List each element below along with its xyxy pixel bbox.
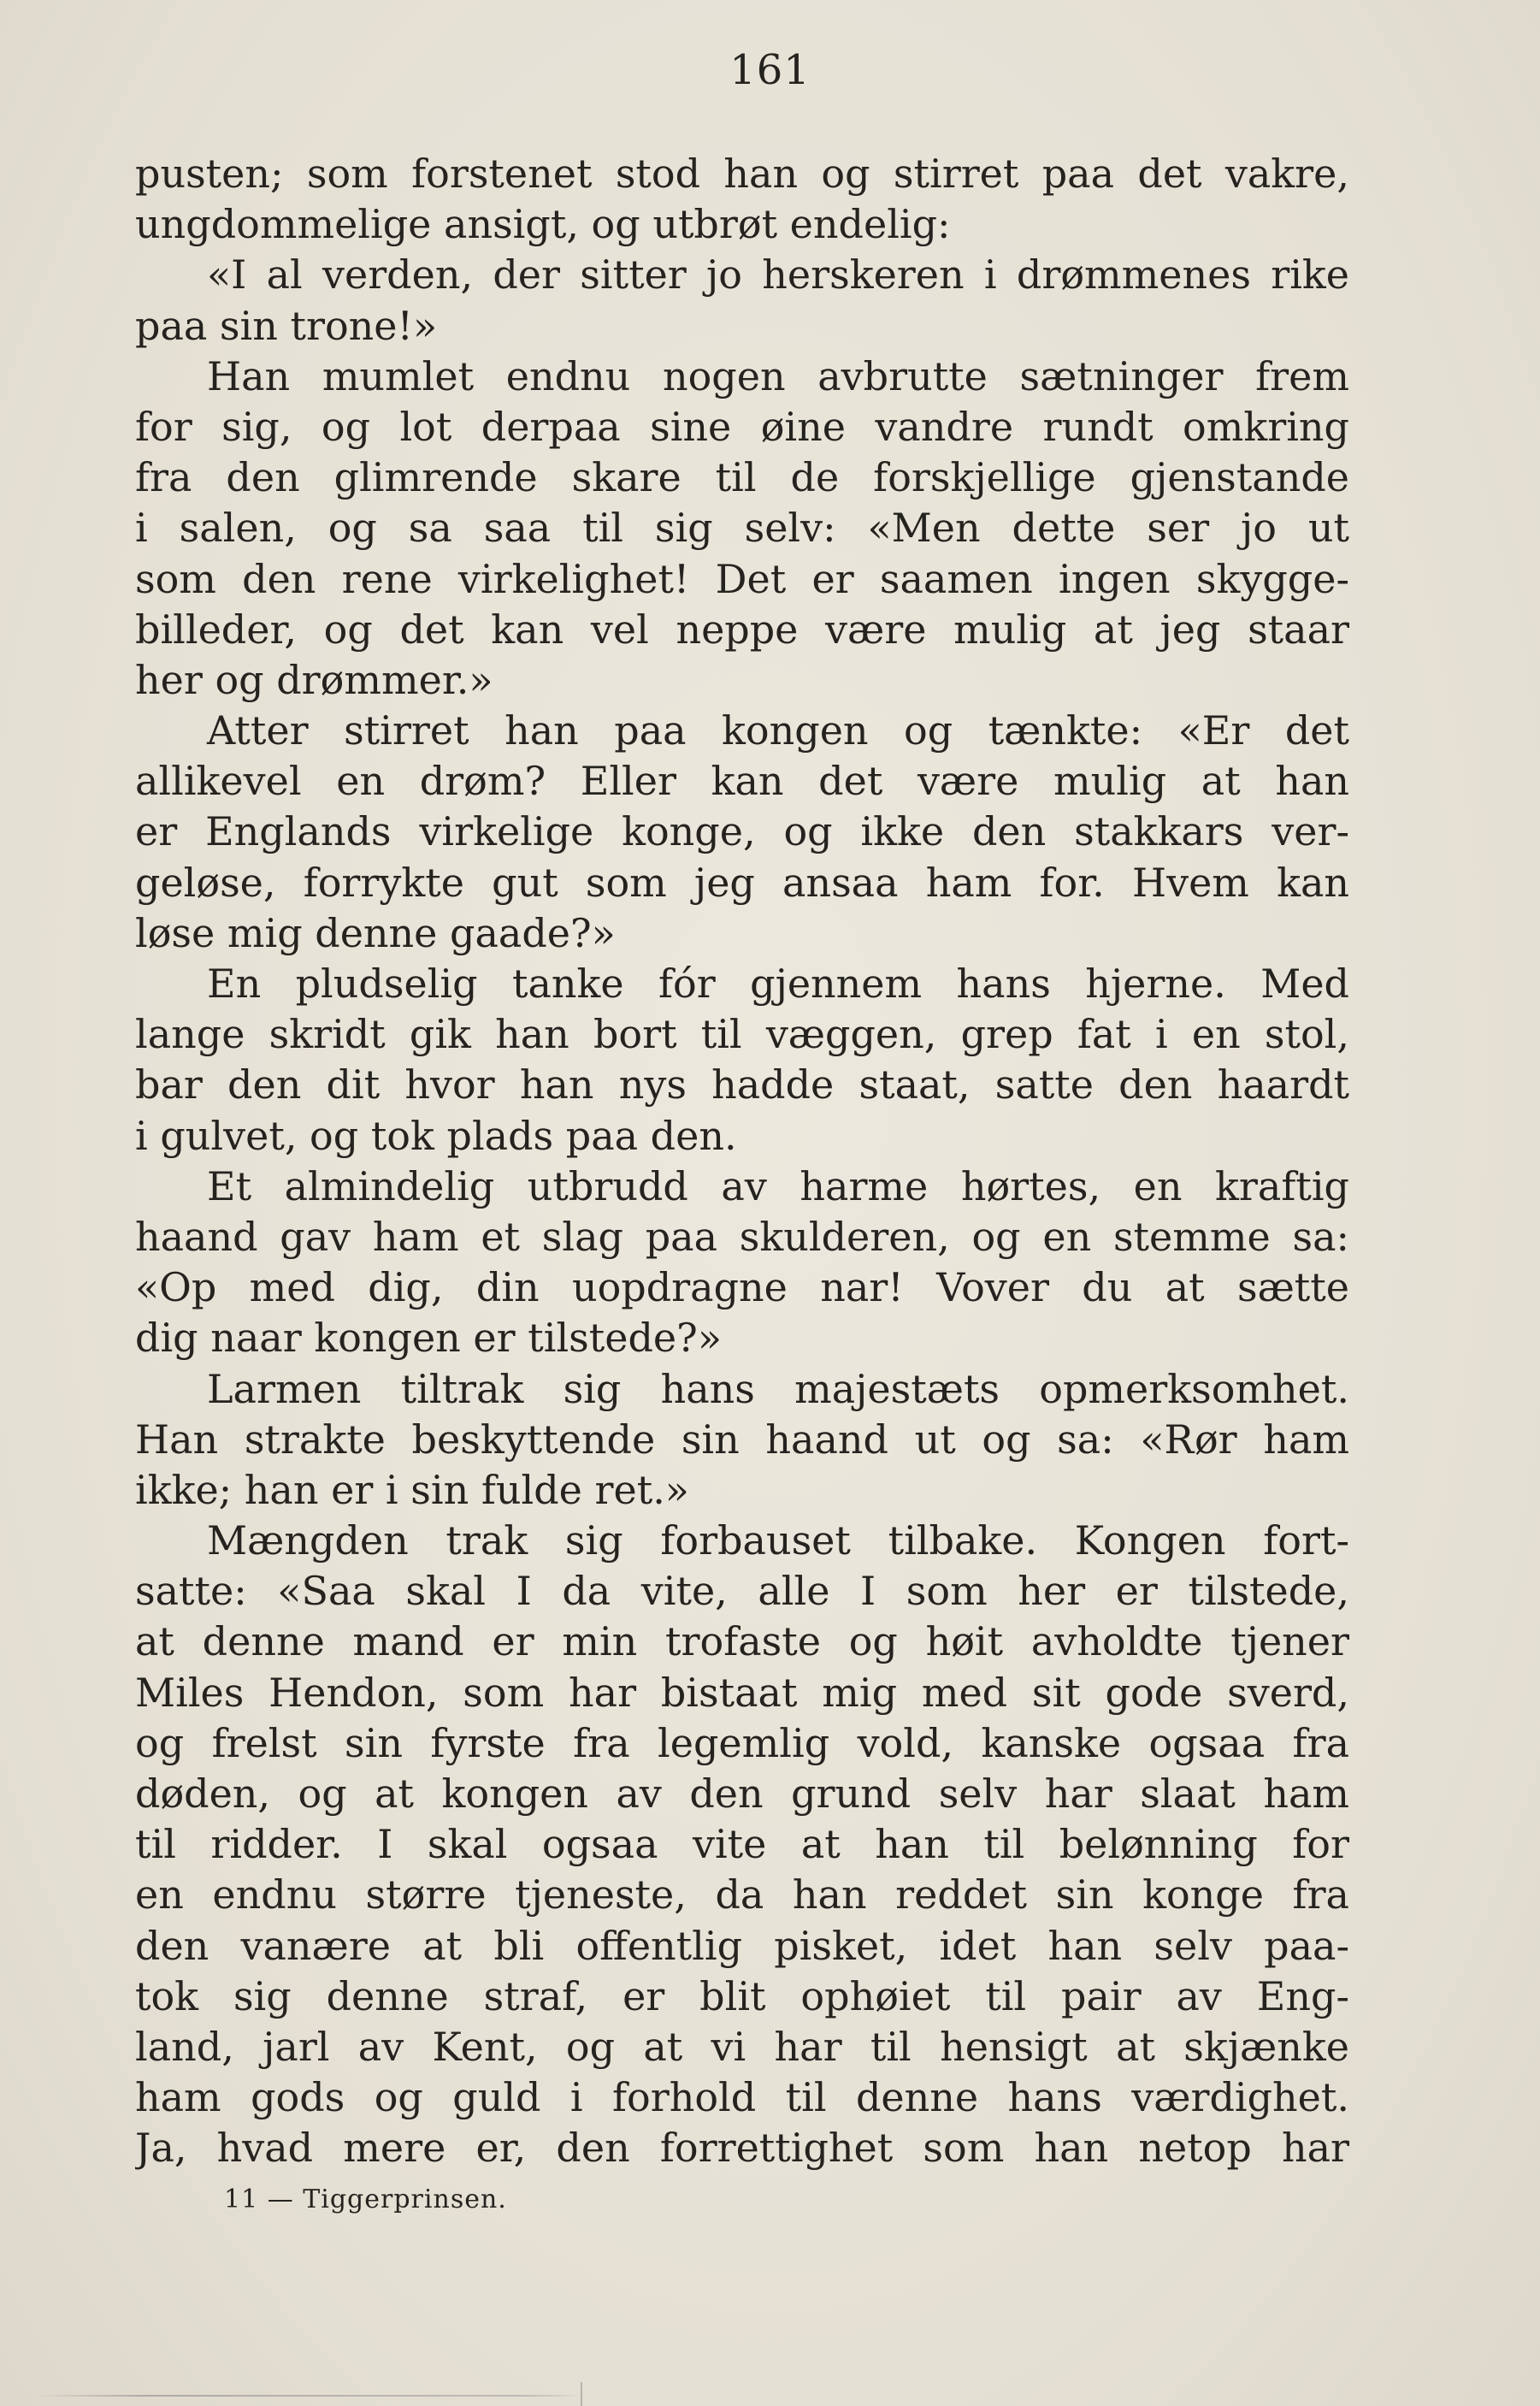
text-line: ham gods og guld i forhold til denne hans værdighet. (135, 2074, 1349, 2121)
text-line: paa sin trone!» (135, 302, 438, 349)
text-line: den vanære at bli offentlig pisket, idet han selv paa- (135, 1922, 1349, 1969)
text-line: ungdommelige ansigt, og utbrøt endelig: (135, 201, 951, 248)
text-line: som den rene virkelighet! Det er saamen ingen skygge- (135, 555, 1349, 602)
text-line: Miles Hendon, som har bistaat mig med sit gode sverd, (135, 1669, 1349, 1716)
text-line: er Englands virkelige konge, og ikke den stakkars ver- (135, 808, 1349, 855)
text-line: dig naar kongen er tilstede?» (135, 1315, 722, 1362)
text-line: ikke; han er i sin fulde ret.» (135, 1466, 689, 1513)
text-line: Et almindelig utbrudd av harme hørtes, en kraftig (207, 1162, 1349, 1209)
text-line: fra den glimrende skare til de forskjellige gjenstande (135, 454, 1349, 501)
text-line: land, jarl av Kent, og at vi har til hensigt at skjænke (135, 2023, 1349, 2070)
text-line: «I al verden, der sitter jo herskeren i drømmenes rike (207, 251, 1349, 299)
page-edge-mark (581, 2382, 582, 2406)
text-line: «Op med dig, din uopdragne nar! Vover du at sætte (135, 1264, 1349, 1311)
text-line: i gulvet, og tok plads paa den. (135, 1112, 737, 1159)
text-line: og frelst sin fyrste fra legemlig vold, kanske ogsaa fra (135, 1719, 1349, 1766)
text-line: Mængden trak sig forbauset tilbake. Kongen fort- (207, 1517, 1349, 1564)
printer-signature: 11 — Tiggerprinsen. (224, 2184, 507, 2214)
text-line: for sig, og lot derpaa sine øine vandre rundt omkring (135, 403, 1349, 450)
text-line: i salen, og sa saa til sig selv: «Men dette ser jo ut (135, 505, 1349, 552)
page-number: 161 (729, 46, 811, 94)
text-line: Han strakte beskyttende sin haand ut og sa: «Rør ham (135, 1416, 1349, 1463)
text-line: Han mumlet endnu nogen avbrutte sætninger frem (207, 352, 1349, 399)
page-edge-line (34, 2395, 581, 2397)
text-line: geløse, forrykte gut som jeg ansaa ham for. Hvem kan (135, 859, 1349, 906)
text-line: lange skridt gik han bort til væggen, grep fat i en stol, (135, 1011, 1349, 1058)
text-line: til ridder. I skal ogsaa vite at han til belønning for (135, 1821, 1349, 1868)
text-line: Atter stirret han paa kongen og tænkte: «Er det (207, 707, 1349, 754)
text-line: En pludselig tanke fór gjennem hans hjerne. Med (207, 961, 1349, 1007)
text-line: allikevel en drøm? Eller kan det være mulig at han (135, 758, 1349, 805)
text-line: billeder, og det kan vel neppe være mulig at jeg staar (135, 606, 1349, 653)
text-line: satte: «Saa skal I da vite, alle I som her er tilstede, (135, 1568, 1349, 1615)
text-line: Ja, hvad mere er, den forrettighet som han netop har (135, 2125, 1349, 2172)
text-line: døden, og at kongen av den grund selv har slaat ham (135, 1771, 1349, 1817)
text-line: en endnu større tjeneste, da han reddet sin konge fra (135, 1871, 1349, 1918)
text-line: løse mig denne gaade?» (135, 909, 616, 956)
text-line: at denne mand er min trofaste og høit avholdte tjener (135, 1618, 1349, 1665)
text-line: her og drømmer.» (135, 656, 493, 703)
text-line: bar den dit hvor han nys hadde staat, satte den haardt (135, 1061, 1349, 1108)
text-line: Larmen tiltrak sig hans majestæts opmerksomhet. (207, 1365, 1349, 1412)
text-line: haand gav ham et slag paa skulderen, og en stemme sa: (135, 1213, 1349, 1260)
body-text (135, 149, 1349, 2174)
text-line: tok sig denne straf, er blit ophøiet til pair av Eng- (135, 1972, 1349, 2019)
text-line: pusten; som forstenet stod han og stirret paa det vakre, (135, 151, 1349, 197)
